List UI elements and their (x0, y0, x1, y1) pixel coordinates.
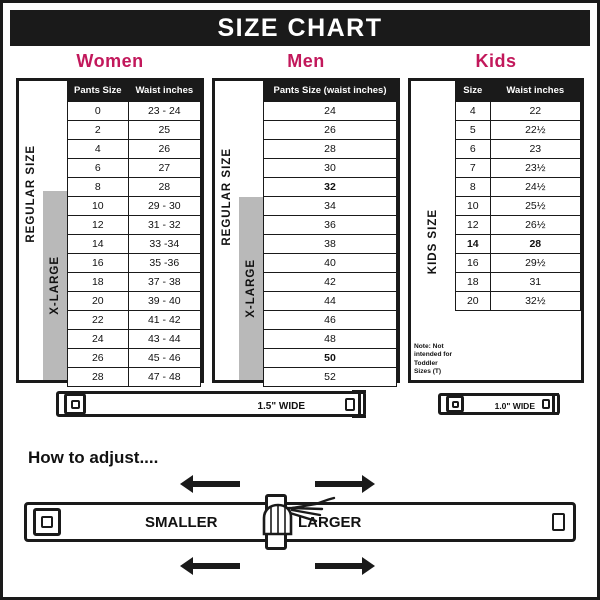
kids-table-wrap (455, 81, 581, 311)
adjust-belt-buckle-icon (33, 508, 61, 536)
adult-belt-width-label: 1.5" WIDE (257, 401, 305, 412)
table-row (264, 120, 397, 139)
how-to-adjust-section (10, 440, 590, 596)
table-row (456, 139, 581, 158)
table-cell: 43 - 44 (128, 329, 200, 348)
table-row (456, 272, 581, 291)
table-cell: 6 (456, 139, 491, 158)
table-row (264, 215, 397, 234)
table-cell: 16 (456, 253, 491, 272)
women-table-wrap (67, 81, 201, 387)
adult-width-marker-icon (352, 390, 366, 418)
table-cell: 27 (128, 158, 200, 177)
kids-belt-buckle-icon (446, 395, 464, 413)
table-cell: 12 (456, 215, 491, 234)
table-cell: 28 (490, 234, 580, 253)
men-regular-size-label: REGULAR SIZE (221, 147, 233, 246)
column-men (212, 51, 400, 383)
table-row (456, 158, 581, 177)
table-row (68, 101, 201, 120)
table-cell: 18 (68, 272, 129, 291)
kids-heading: Kids (475, 51, 517, 71)
page-title-bar (10, 10, 590, 46)
table-row (68, 291, 201, 310)
table-cell: 22 (490, 101, 580, 120)
table-header-cell: Pants Size (waist inches) (264, 82, 397, 102)
table-cell: 8 (68, 177, 129, 196)
table-cell: 28 (68, 367, 129, 386)
table-row (264, 177, 397, 196)
men-size-table (263, 81, 397, 387)
table-cell: 8 (456, 177, 491, 196)
table-cell: 30 (264, 158, 397, 177)
table-cell: 20 (456, 291, 491, 310)
women-heading: Women (76, 51, 144, 71)
arrow-right-upper-icon (315, 480, 375, 488)
table-cell: 2 (68, 120, 129, 139)
table-cell: 12 (68, 215, 129, 234)
table-cell: 41 - 42 (128, 310, 200, 329)
table-cell: 23½ (490, 158, 580, 177)
kids-note: Note: Not intended for Toddler Sizes (T) (414, 343, 453, 375)
table-row (68, 348, 201, 367)
arrow-right-lower-icon (315, 562, 375, 570)
table-cell: 50 (264, 348, 397, 367)
table-cell: 52 (264, 367, 397, 386)
table-cell: 10 (68, 196, 129, 215)
adjust-belt-tip-icon (552, 513, 565, 531)
table-cell: 33 -34 (128, 234, 200, 253)
table-cell: 7 (456, 158, 491, 177)
table-cell: 40 (264, 253, 397, 272)
table-cell: 29 - 30 (128, 196, 200, 215)
table-row (264, 329, 397, 348)
table-row (264, 158, 397, 177)
table-cell: 35 -36 (128, 253, 200, 272)
table-cell: 24 (264, 101, 397, 120)
table-cell: 38 (264, 234, 397, 253)
table-cell: 24 (68, 329, 129, 348)
women-regular-size-rail (19, 103, 43, 284)
table-cell: 25½ (490, 196, 580, 215)
table-row (68, 120, 201, 139)
table-cell: 28 (128, 177, 200, 196)
table-row (264, 101, 397, 120)
arrow-left-lower-icon (180, 562, 240, 570)
table-row (264, 348, 397, 367)
table-cell: 0 (68, 101, 129, 120)
table-header-cell: Waist inches (490, 82, 580, 102)
women-size-table (67, 81, 201, 387)
table-cell: 32 (264, 177, 397, 196)
table-header-row (264, 82, 397, 102)
table-row (68, 253, 201, 272)
table-row (68, 310, 201, 329)
table-row (68, 329, 201, 348)
table-header-cell: Waist inches (128, 82, 200, 102)
arrow-left-upper-icon (180, 480, 240, 488)
smaller-label: SMALLER (145, 514, 218, 531)
table-cell: 24½ (490, 177, 580, 196)
table-cell: 14 (68, 234, 129, 253)
table-row (68, 196, 201, 215)
table-row (264, 196, 397, 215)
table-row (264, 234, 397, 253)
table-cell: 6 (68, 158, 129, 177)
table-row (456, 101, 581, 120)
table-cell: 45 - 46 (128, 348, 200, 367)
belt-buckle-icon (64, 393, 86, 415)
table-row (456, 291, 581, 310)
table-header-row (68, 82, 201, 102)
table-cell: 22½ (490, 120, 580, 139)
table-cell: 4 (456, 101, 491, 120)
kids-width-marker-icon (548, 393, 559, 415)
table-cell: 46 (264, 310, 397, 329)
men-chart-block (212, 78, 400, 383)
table-cell: 48 (264, 329, 397, 348)
table-row (68, 215, 201, 234)
table-cell: 32½ (490, 291, 580, 310)
table-cell: 29½ (490, 253, 580, 272)
table-row (456, 120, 581, 139)
men-x-large-label: X-LARGE (245, 259, 257, 318)
table-cell: 18 (456, 272, 491, 291)
size-tables-panel (10, 51, 590, 433)
women-regular-size-label: REGULAR SIZE (25, 144, 37, 243)
kids-belt-graphic (438, 393, 560, 415)
kids-size-label: KIDS SIZE (427, 208, 439, 275)
column-kids (408, 51, 584, 383)
table-cell: 31 - 32 (128, 215, 200, 234)
table-row (264, 291, 397, 310)
men-table-wrap (263, 81, 397, 387)
table-row (264, 253, 397, 272)
table-cell: 20 (68, 291, 129, 310)
table-cell: 25 (128, 120, 200, 139)
table-cell: 16 (68, 253, 129, 272)
table-row (456, 253, 581, 272)
table-cell: 28 (264, 139, 397, 158)
table-row (264, 310, 397, 329)
table-cell: 26½ (490, 215, 580, 234)
men-heading: Men (287, 51, 325, 71)
adult-belt-graphic (56, 391, 366, 417)
table-row (456, 177, 581, 196)
table-cell: 39 - 40 (128, 291, 200, 310)
table-row (264, 367, 397, 386)
table-cell: 34 (264, 196, 397, 215)
men-regular-size-rail (215, 109, 239, 284)
kids-size-table (455, 81, 581, 311)
table-row (68, 177, 201, 196)
table-cell: 10 (456, 196, 491, 215)
table-header-cell: Pants Size (68, 82, 129, 102)
larger-label: LARGER (298, 514, 362, 531)
hand-icon (230, 488, 360, 538)
table-cell: 22 (68, 310, 129, 329)
table-row (68, 272, 201, 291)
table-cell: 37 - 38 (128, 272, 200, 291)
table-cell: 23 - 24 (128, 101, 200, 120)
table-row (68, 367, 201, 386)
table-cell: 4 (68, 139, 129, 158)
table-header-row (456, 82, 581, 102)
table-row (264, 272, 397, 291)
kids-belt-width-label: 1.0" WIDE (494, 401, 535, 411)
kids-size-rail (411, 103, 455, 380)
table-cell: 14 (456, 234, 491, 253)
column-women (16, 51, 204, 383)
table-header-cell: Size (456, 82, 491, 102)
table-cell: 31 (490, 272, 580, 291)
table-row (68, 158, 201, 177)
table-row (264, 139, 397, 158)
women-chart-block (16, 78, 204, 383)
table-cell: 26 (68, 348, 129, 367)
how-to-adjust-title: How to adjust.... (28, 448, 159, 467)
men-x-large-rail (239, 197, 263, 380)
table-row (456, 196, 581, 215)
table-cell: 47 - 48 (128, 367, 200, 386)
women-x-large-label: X-LARGE (49, 256, 61, 315)
kids-chart-block (408, 78, 584, 383)
table-cell: 23 (490, 139, 580, 158)
table-cell: 44 (264, 291, 397, 310)
page-title: SIZE CHART (217, 13, 383, 42)
table-row (456, 234, 581, 253)
table-row (68, 234, 201, 253)
women-x-large-rail (43, 191, 67, 380)
table-cell: 26 (264, 120, 397, 139)
table-row (456, 215, 581, 234)
table-cell: 26 (128, 139, 200, 158)
table-row (68, 139, 201, 158)
table-cell: 5 (456, 120, 491, 139)
table-cell: 36 (264, 215, 397, 234)
table-cell: 42 (264, 272, 397, 291)
